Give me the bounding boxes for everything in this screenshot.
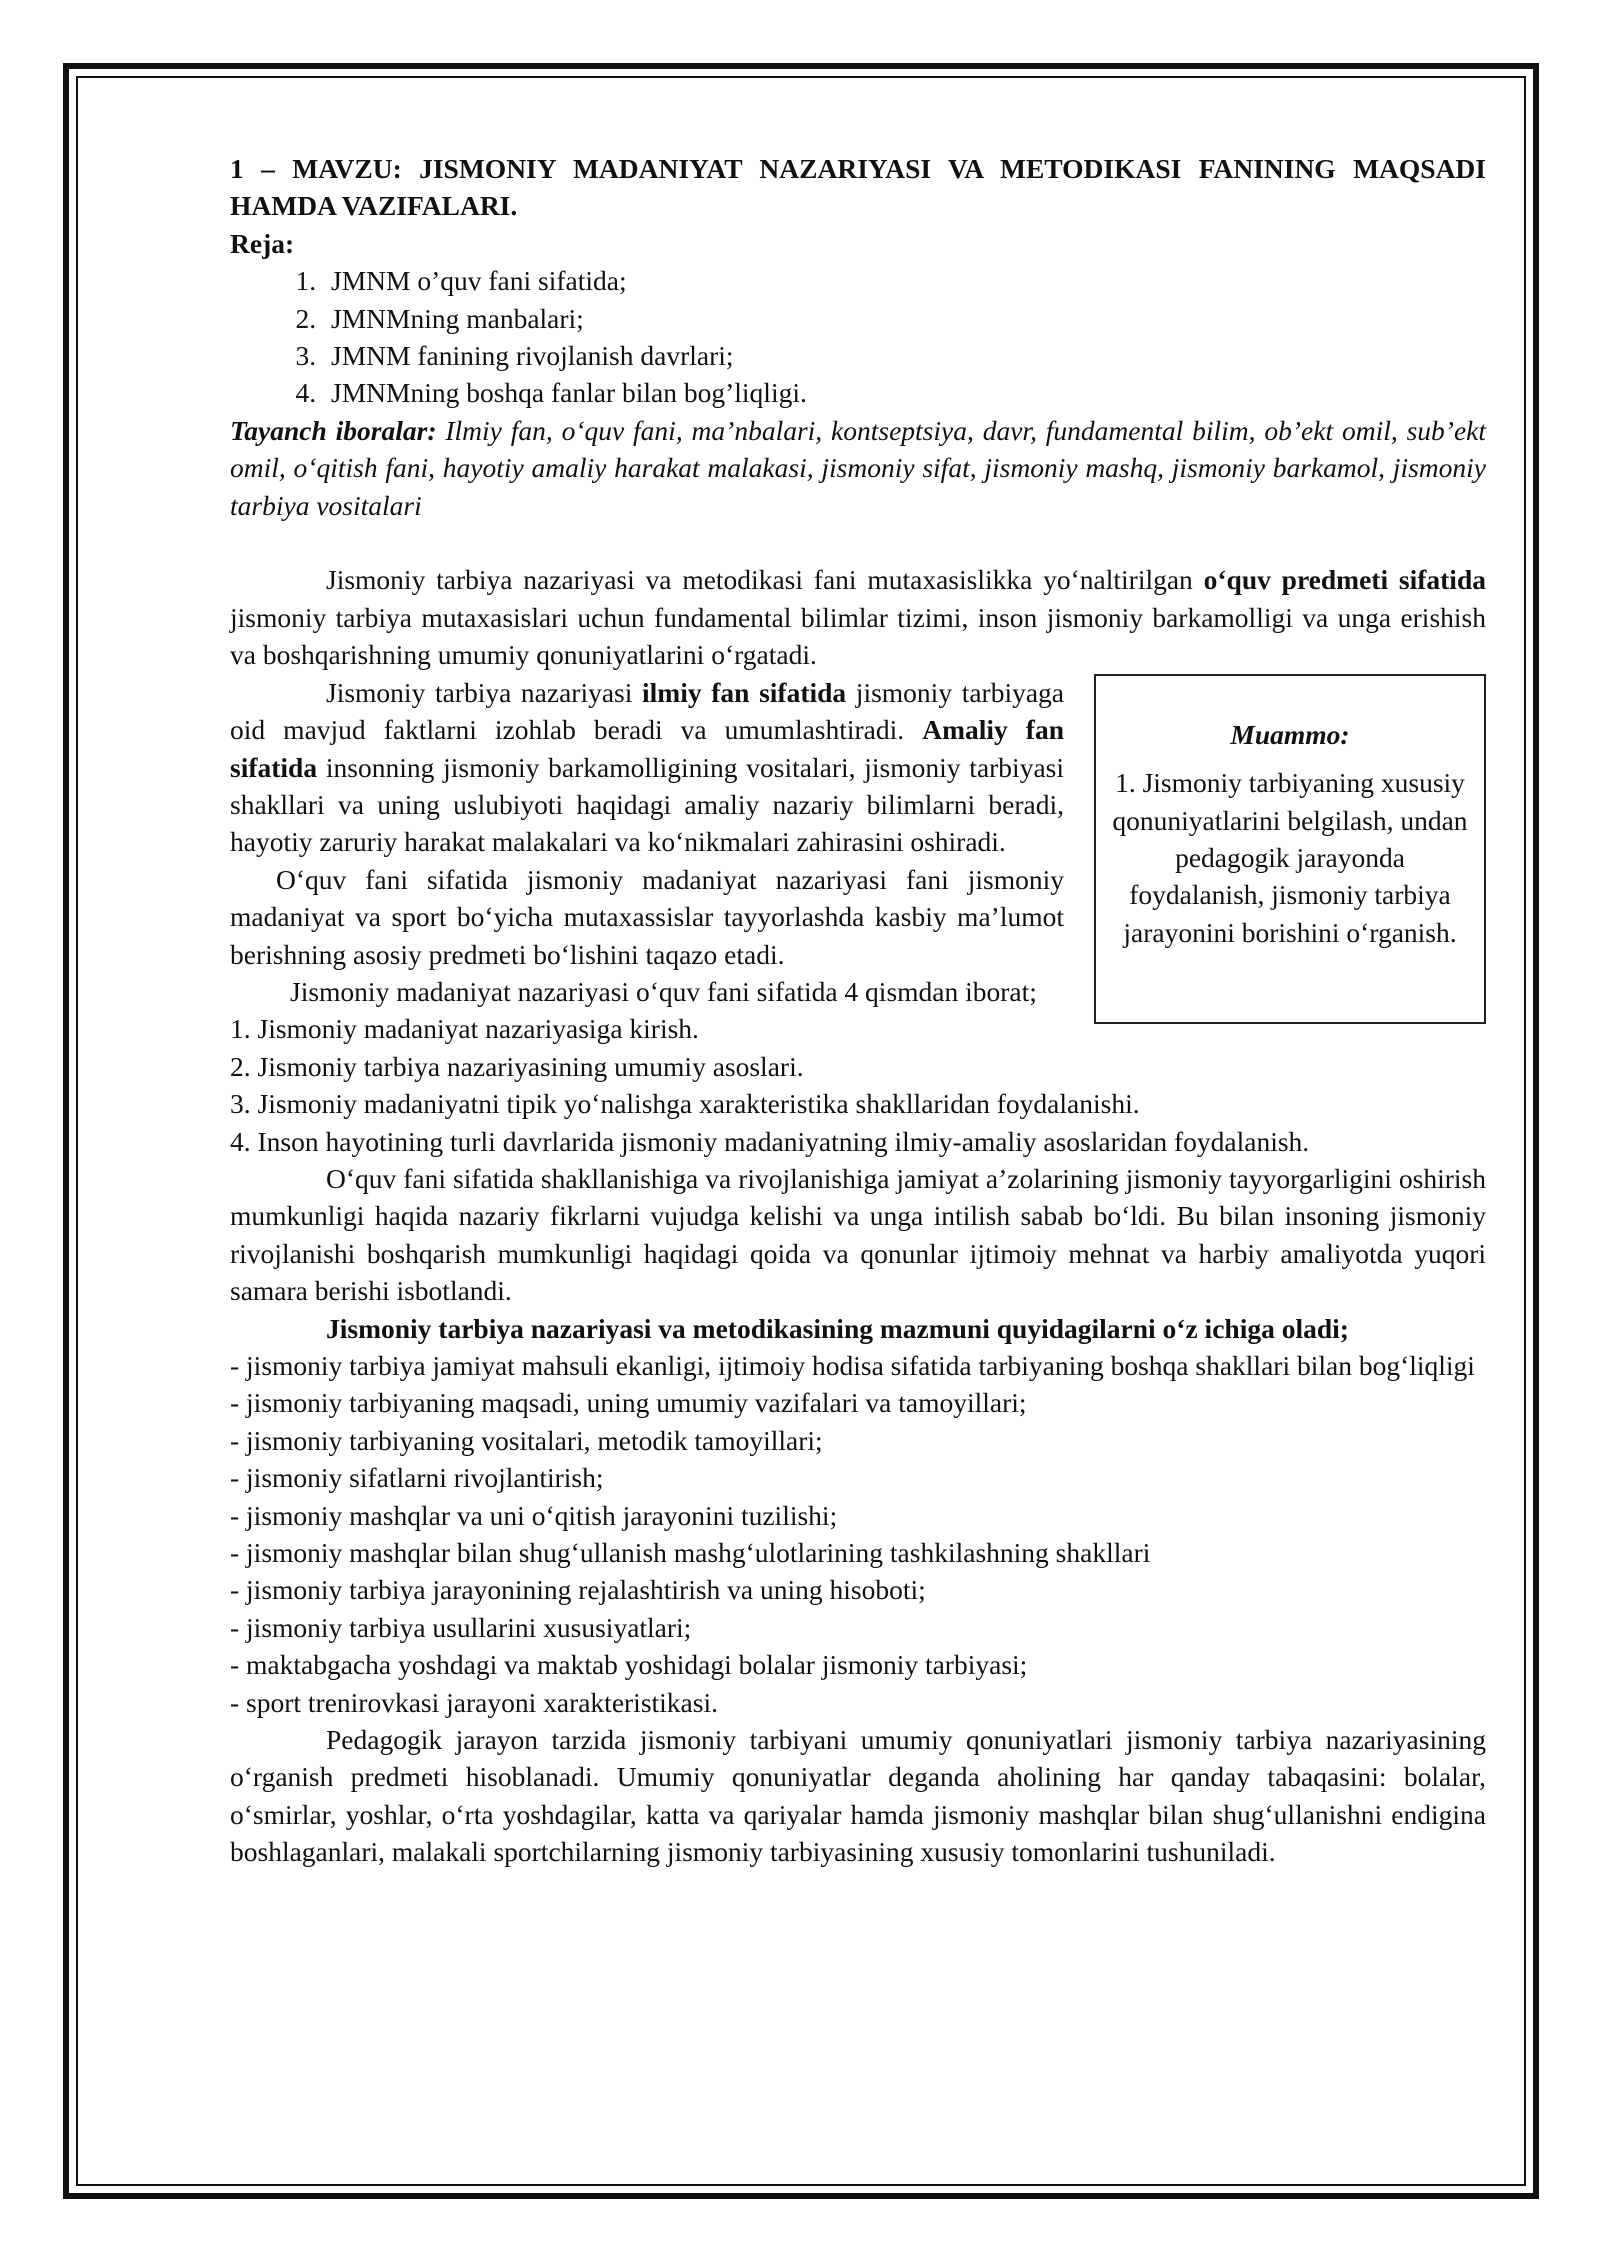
- content-item: - sport trenirovkasi jarayoni xarakteristikasi.: [230, 1686, 718, 1718]
- content-item: - jismoniy tarbiya jarayonining rejalashtirish va uning hisoboti;: [230, 1574, 926, 1606]
- intro-text: Jismoniy tarbiya nazariyasi va metodikasi fani mutaxasislikka yo‘naltirilgan: [326, 564, 1204, 596]
- intro-text-end: jismoniy tarbiya mutaxasislari uchun fundamental bilimlar tizimi, inson jismoniy barkamolligi va unga erishish va boshqarishning umumiy qonuniyatlarini o‘rgatadi.: [230, 601, 1486, 671]
- parts-intro: Jismoniy madaniyat nazariyasi o‘quv fani sifatida 4 qismdan iborat;: [290, 975, 1037, 1007]
- content-item: - jismoniy sifatlarni rivojlantirish;: [230, 1462, 604, 1494]
- document-body: [230, 150, 1486, 1871]
- keywords-label: Tayanch iboralar:: [230, 414, 437, 446]
- intro-bold: o‘quv predmeti sifatida: [1203, 564, 1486, 596]
- content-item: - jismoniy tarbiya jamiyat mahsuli ekanligi, ijtimoiy hodisa sifatida tarbiyaning boshqa shakllari bilan bog‘liqligi: [230, 1350, 1475, 1381]
- part-item: 4. Inson hayotining turli davrlarida jismoniy madaniyatning ilmiy-amaliy asoslaridan foydalanish.: [230, 1125, 1310, 1157]
- topic-title: 1 – MAVZU: JISMONIY MADANIYAT NAZARIYASI VA METODIKASI FANINING MAQSADI HAMDA VAZIFALARI.: [230, 153, 1486, 222]
- content-item: - maktabgacha yoshdagi va maktab yoshidagi bolalar jismoniy tarbiyasi;: [230, 1649, 1028, 1681]
- subject-paragraph: O‘quv fani sifatida jismoniy madaniyat nazariyasi fani jismoniy madaniyat va sport bo‘yicha mutaxassislar tayyorlashda kasbiy ma’lumot berishning asosiy predmeti bo‘lishini taqazo etadi.: [230, 863, 1064, 970]
- plan-heading: Reja:: [230, 227, 295, 259]
- content-list: [230, 1347, 1486, 1721]
- part-item: 1. Jismoniy madaniyat nazariyasiga kirish.: [230, 1013, 699, 1045]
- science-text: jismoniy tarbiyaga oid mavjud faktlarni izohlab beradi va umumlashtiradi.: [230, 676, 1065, 746]
- problem-box-title: Muammo:: [1230, 718, 1350, 750]
- science-bold: ilmiy fan sifatida: [642, 676, 847, 708]
- history-paragraph: O‘quv fani sifatida shakllanishiga va rivojlanishiga jamiyat a’zolarining jismoniy tayyorgarligini oshirish mumkunligi haqida nazariy fikrlarni vujudga kelishi va unga intilish sabab bo‘ldi. Bu bilan insoning jismoniy rivojlanishi boshqarish mumkunligi haqidagi qoida va qonunlar ijtimoiy mehnat va harbiy amaliyotda yuqori samara berishi isbotlandi.: [230, 1162, 1486, 1307]
- intro-paragraph: [230, 561, 1486, 673]
- problem-box: [1094, 674, 1486, 1024]
- plan-item: 4. JMNMning boshqa fanlar bilan bog’liqligi.: [323, 374, 1486, 411]
- plan-item: 3. JMNM fanining rivojlanish davrlari;: [323, 337, 1486, 374]
- blank-line: [230, 524, 1486, 561]
- pedagogic-paragraph: Pedagogik jarayon tarzida jismoniy tarbiyani umumiy qonuniyatlari jismoniy tarbiya nazariyasining o‘rganish predmeti hisoblanadi. Umumiy qonuniyatlar deganda aholining har qanday tabaqasini: bolalar, o‘smirlar, yoshlar, o‘rta yoshdagilar, katta va qariyalar hamda jismoniy mashqlar bilan shug‘ullanishni endigina boshlaganlari, malakali sportchilarning jismoniy tarbiyasining xususiy tomonlarini tushuniladi.: [230, 1724, 1486, 1868]
- content-item: - jismoniy tarbiya usullarini xususiyatlari;: [230, 1611, 692, 1643]
- applied-bold: Amaliy fan sifatida: [230, 714, 1064, 783]
- plan-item: 2. JMNMning manbalari;: [323, 300, 1486, 337]
- content-item: - jismoniy mashqlar bilan shug‘ullanish mashg‘ulotlarining tashkilashning shakllari: [230, 1537, 1151, 1569]
- content-heading: Jismoniy tarbiya nazariyasi va metodikasining mazmuni quyidagilarni o‘z ichiga oladi;: [326, 1312, 1349, 1344]
- plan-item: 1. JMNM o’quv fani sifatida;: [323, 262, 1486, 299]
- applied-text: insonning jismoniy barkamolligining vositalari, jismoniy tarbiyasi shakllari va uning uslubiyoti haqidagi amaliy nazariy bilimlarni beradi, hayotiy zaruriy harakat malakalari va ko‘nikmalari zahirasini oshiradi.: [230, 751, 1064, 858]
- science-text: Jismoniy tarbiya nazariyasi: [326, 676, 643, 708]
- plan-list: [230, 262, 1486, 412]
- keywords-paragraph: [230, 412, 1486, 524]
- content-item: - jismoniy tarbiyaning maqsadi, uning umumiy vazifalari va tamoyillari;: [230, 1387, 1027, 1419]
- part-item: 3. Jismoniy madaniyatni tipik yo‘nalishga xarakteristika shakllaridan foydalanishi.: [230, 1088, 1140, 1120]
- problem-box-text: 1. Jismoniy tarbiyaning xususiy qonuniyatlarini belgilash, undan pedagogik jarayonda foydalanish, jismoniy tarbiya jarayonini borishini o‘rganish.: [1112, 767, 1468, 948]
- content-item: - jismoniy mashqlar va uni o‘qitish jarayonini tuzilishi;: [230, 1499, 838, 1531]
- part-item: 2. Jismoniy tarbiya nazariyasining umumiy asoslari.: [230, 1050, 804, 1082]
- keywords-text: Ilmiy fan, o‘quv fani, ma’nbalari, kontseptsiya, davr, fundamental bilim, ob’ekt omil, sub’ekt omil, o‘qitish fani, hayotiy amaliy harakat malakasi, jismoniy sifat, jismoniy mashq, jismoniy barkamol, jismoniy tarbiya vositalari: [230, 414, 1486, 521]
- content-item: - jismoniy tarbiyaning vositalari, metodik tamoyillari;: [230, 1424, 823, 1456]
